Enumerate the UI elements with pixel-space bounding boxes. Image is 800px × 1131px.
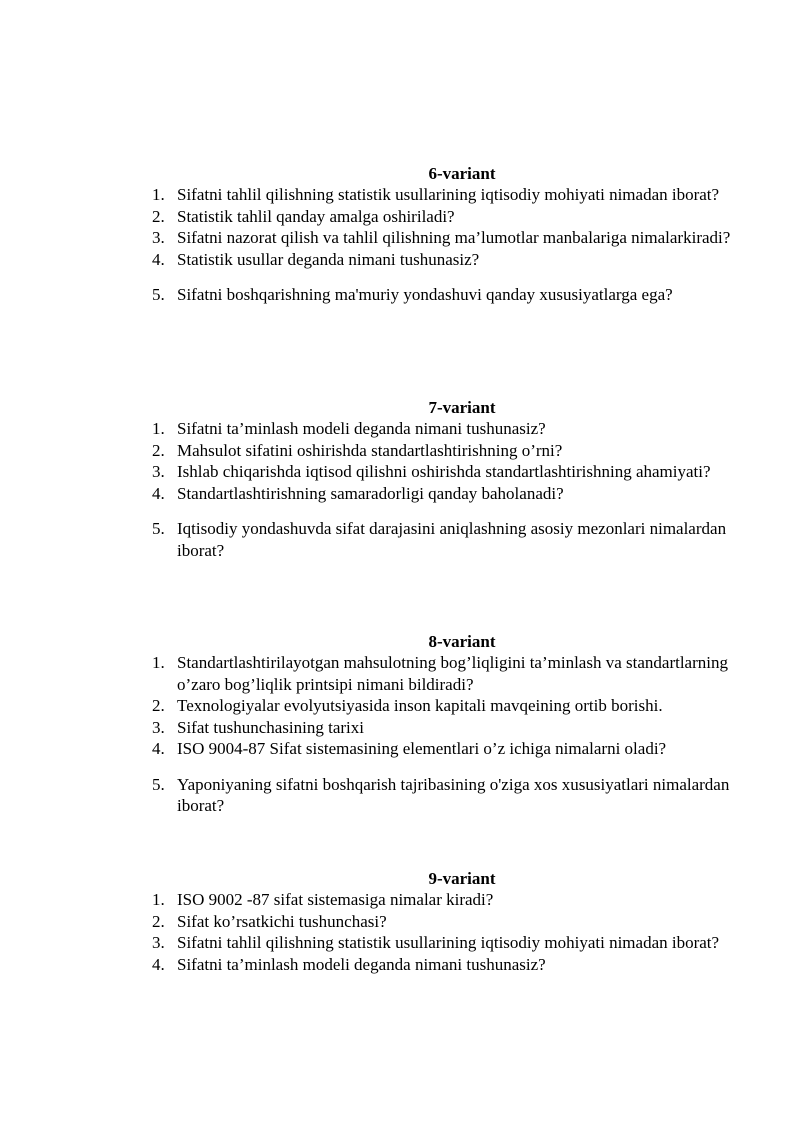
- item-number: 1.: [152, 890, 165, 909]
- question-text: Ishlab chiqarishda iqtisod qilishni oshirishda standartlashtirishning ahamiyati?: [177, 462, 711, 481]
- question-list: [152, 184, 742, 306]
- item-number: 2.: [152, 440, 165, 460]
- question-text: Mahsulot sifatini oshirishda standartlashtirishning o’rni?: [177, 440, 563, 460]
- list-item: [152, 249, 742, 271]
- list-item: [152, 889, 742, 911]
- item-number: 4.: [152, 483, 165, 503]
- question-text: Sifatni tahlil qilishning statistik usullarining iqtisodiy mohiyati nimadan iborat?: [177, 933, 720, 952]
- item-number: 2.: [152, 696, 165, 715]
- item-number: 1.: [152, 653, 165, 672]
- item-number: 3.: [152, 462, 165, 481]
- list-item: [152, 206, 742, 228]
- list-item: [152, 440, 742, 462]
- question-list: [152, 418, 742, 561]
- question-text: ISO 9002 -87 sifat sistemasiga nimalar kiradi?: [177, 890, 494, 909]
- question-list: [152, 889, 742, 975]
- list-item: [152, 932, 742, 954]
- list-item: [152, 483, 742, 505]
- list-item: [152, 911, 742, 933]
- question-text: ISO 9004-87 Sifat sistemasining elementlari o’z ichiga nimalarni oladi?: [177, 739, 667, 758]
- question-text: Sifat tushunchasining tarixi: [177, 717, 364, 737]
- question-text: Sifatni boshqarishning ma'muriy yondashuvi qanday xususiyatlarga ega?: [177, 285, 673, 304]
- question-text: Yaponiyaning sifatni boshqarish tajribasining o'ziga xos xususiyatlari nimalardan iborat?: [177, 774, 730, 815]
- variant-6-section: [152, 163, 742, 306]
- question-text: Statistik usullar deganda nimani tushunasiz?: [177, 249, 480, 269]
- list-item: [152, 518, 742, 561]
- question-text: Standartlashtirishning samaradorligi qanday baholanadi?: [177, 483, 564, 503]
- list-item: [152, 184, 742, 206]
- item-number: 2.: [152, 206, 165, 226]
- item-number: 5.: [152, 285, 165, 304]
- item-number: 3.: [152, 717, 165, 737]
- question-text: Sifatni ta’minlash modeli deganda nimani tushunasiz?: [177, 419, 546, 438]
- list-item: [152, 695, 742, 717]
- item-number: 3.: [152, 933, 165, 952]
- list-item: [152, 717, 742, 739]
- question-text: Sifatni nazorat qilish va tahlil qilishning ma’lumotlar manbalariga nimalarkiradi?: [177, 228, 731, 247]
- item-number: 4.: [152, 249, 165, 269]
- question-text: Standartlashtirilayotgan mahsulotning bog’liqligini ta’minlash va standartlarning o’zaro bog’liqlik printsipi nimani bildiradi?: [177, 653, 728, 694]
- item-number: 1.: [152, 185, 165, 204]
- list-item: [152, 652, 742, 695]
- list-item: [152, 461, 742, 483]
- question-text: Sifatni tahlil qilishning statistik usullarining iqtisodiy mohiyati nimadan iborat?: [177, 185, 720, 204]
- item-number: 4.: [152, 739, 165, 758]
- variant-title: 8-variant: [428, 632, 496, 651]
- question-text: Texnologiyalar evolyutsiyasida inson kapitali mavqeining ortib borishi.: [177, 696, 663, 715]
- item-number: 3.: [152, 228, 165, 247]
- question-text: Sifat ko’rsatkichi tushunchasi?: [177, 911, 387, 931]
- item-number: 5.: [152, 519, 165, 538]
- list-item: [152, 774, 742, 817]
- question-text: Sifatni ta’minlash modeli deganda nimani tushunasiz?: [177, 954, 546, 974]
- variant-title: 9-variant: [428, 869, 496, 888]
- variant-title: 6-variant: [428, 164, 496, 183]
- question-text: Statistik tahlil qanday amalga oshiriladi?: [177, 206, 455, 226]
- item-number: 1.: [152, 419, 165, 438]
- variant-9-section: [152, 868, 742, 975]
- variant-8-section: [152, 631, 742, 817]
- list-item: [152, 227, 742, 249]
- list-item: [152, 738, 742, 760]
- list-item: [152, 284, 742, 306]
- item-number: 2.: [152, 911, 165, 931]
- variant-7-section: [152, 397, 742, 561]
- item-number: 4.: [152, 954, 165, 974]
- list-item: [152, 954, 742, 976]
- item-number: 5.: [152, 774, 165, 794]
- variant-title: 7-variant: [428, 398, 496, 417]
- question-list: [152, 652, 742, 817]
- question-text: Iqtisodiy yondashuvda sifat darajasini aniqlashning asosiy mezonlari nimalardan iborat?: [177, 519, 727, 560]
- list-item: [152, 418, 742, 440]
